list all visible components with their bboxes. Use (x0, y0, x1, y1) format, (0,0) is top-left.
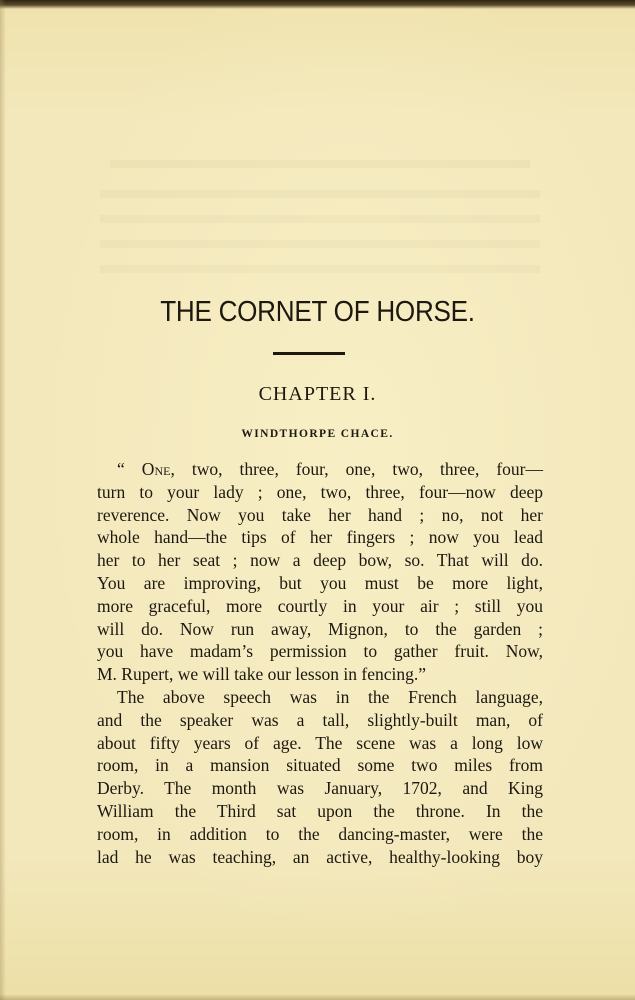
text-line: you have madam’s permission to gather fruit. Now, (97, 641, 543, 662)
text-line: room, in a mansion situated some two miles from (97, 755, 543, 776)
text-line: William the Third sat upon the throne. In the (97, 800, 543, 821)
text-line: will do. Now run away, Mignon, to the garden ; (97, 618, 543, 639)
text-line: about fifty years of age. The scene was a long low (97, 732, 543, 753)
text-line: The above speech was in the French language, (117, 686, 543, 707)
chapter-subtitle: WINDTHORPE CHACE. (241, 428, 394, 440)
text-line: her to her seat ; now a deep bow, so. That will do. (97, 550, 543, 571)
title-divider (273, 352, 345, 355)
text-line: lad he was teaching, an active, healthy-looking boy (97, 846, 543, 867)
text-line: M. Rupert, we will take our lesson in fencing.” (97, 664, 427, 685)
chapter-body (97, 458, 543, 868)
book-title: THE CORNET OF HORSE. (160, 296, 475, 328)
text-line: Derby. The month was January, 1702, and King (97, 778, 543, 799)
page-left-edge (0, 0, 6, 1000)
text-line: and the speaker was a tall, slightly-built man, of (97, 709, 543, 730)
text-line: “ One, two, three, four, one, two, three, four— (117, 459, 544, 479)
text-line: whole hand—the tips of her fingers ; now you lead (97, 527, 543, 548)
text-line: turn to your lady ; one, two, three, four—now deep (97, 481, 543, 502)
page-top-edge (0, 0, 635, 9)
page-bottom-edge (0, 994, 635, 1000)
chapter-heading: CHAPTER I. (258, 383, 377, 405)
text-line: reverence. Now you take her hand ; no, not her (97, 504, 543, 525)
text-line: more graceful, more courtly in your air ; still you (97, 595, 543, 616)
opening-word: “ One (117, 459, 171, 479)
text-line: You are improving, but you must be more light, (97, 572, 543, 593)
text-line: room, in addition to the dancing-master, were the (97, 823, 543, 844)
